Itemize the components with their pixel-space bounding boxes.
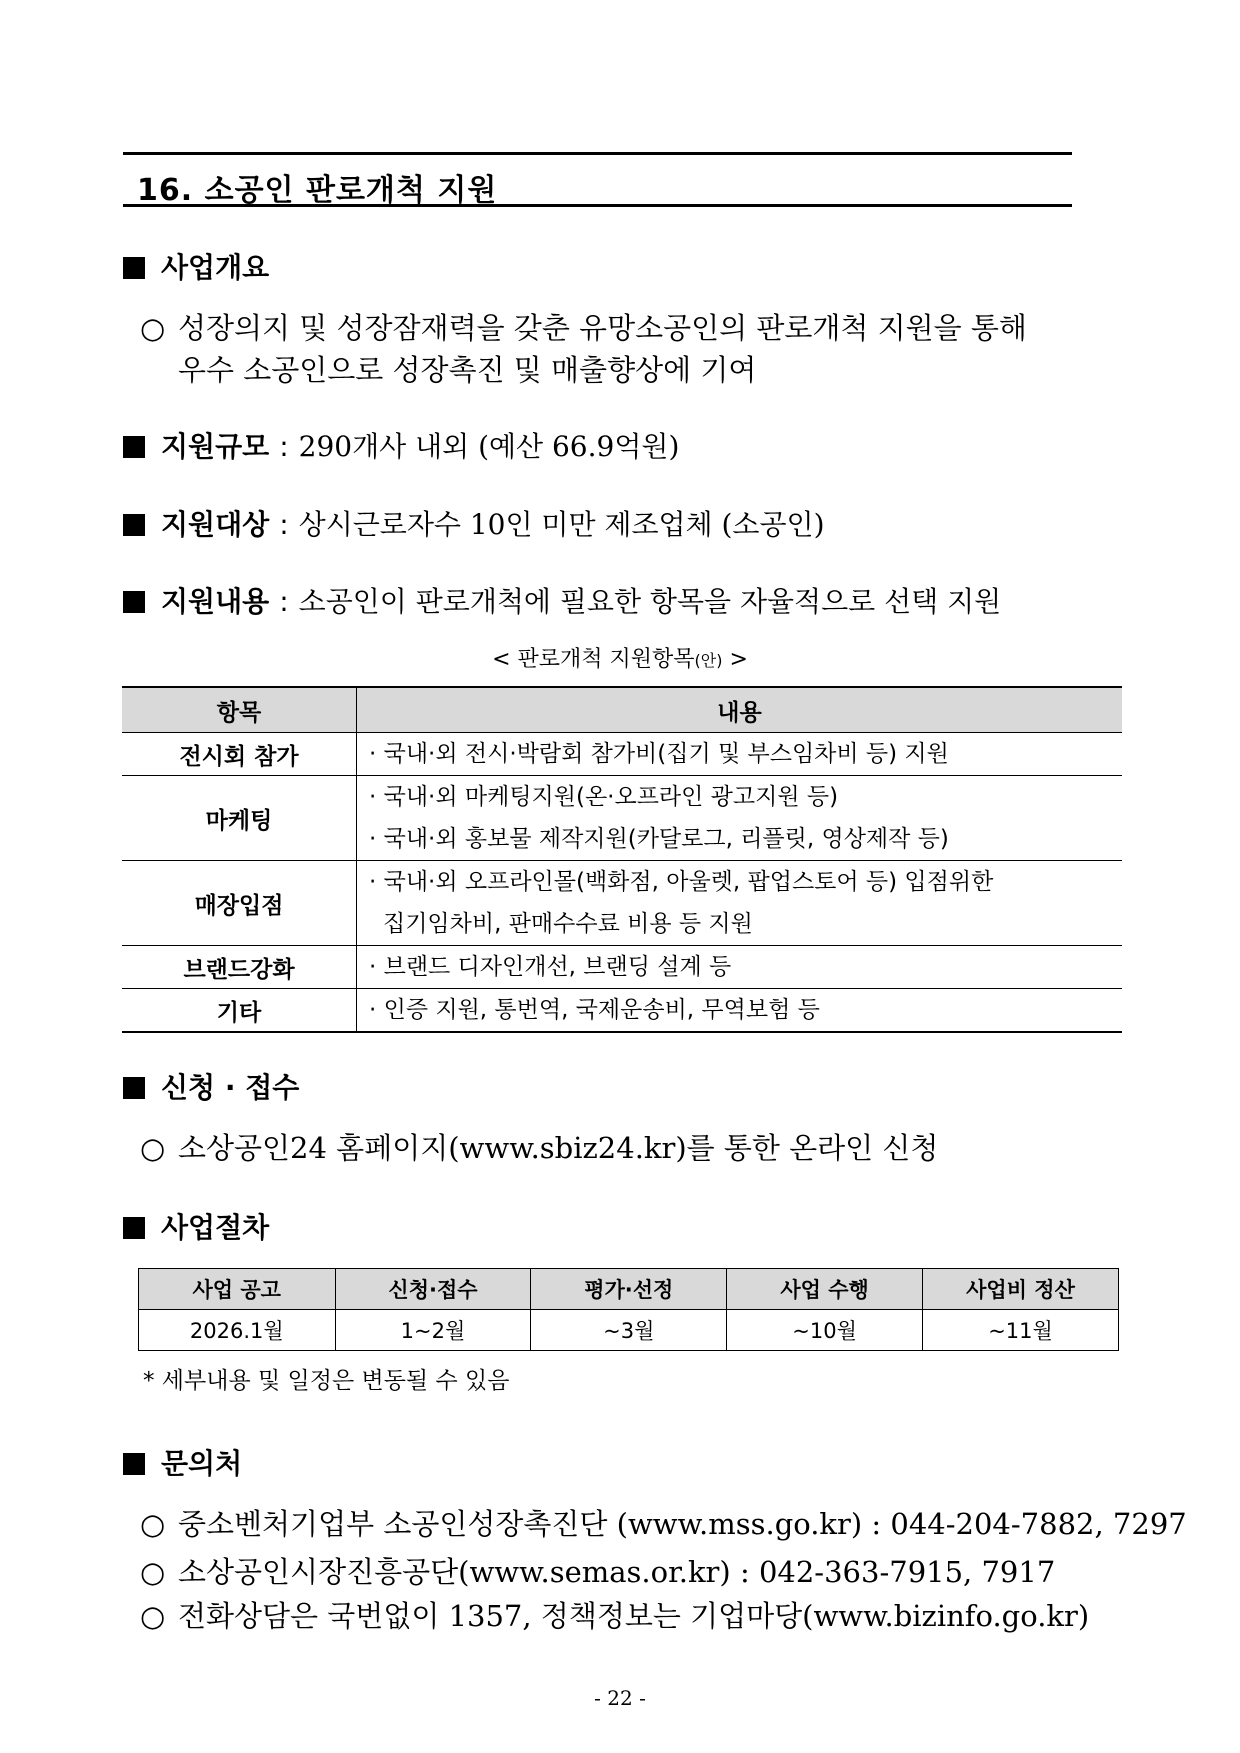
procedure-step: 사업비 정산 — [923, 1269, 1119, 1310]
overview-line-1: ○ 성장의지 및 성장잠재력을 갖춘 유망소공인의 판로개척 지원을 통해 — [140, 311, 1027, 345]
row-category: 기타 — [122, 989, 357, 1033]
scale-row: 지원규모 : 290개사 내외 (예산 66.9억원) — [123, 425, 679, 465]
header-category: 항목 — [122, 687, 357, 733]
procedure-heading: 사업절차 — [123, 1206, 269, 1246]
content-label: 지원내용 — [161, 585, 270, 618]
row-category: 매장입점 — [122, 861, 357, 946]
procedure-step: 평가·선정 — [531, 1269, 727, 1310]
table-header-row — [122, 687, 1122, 733]
section-title: 16. 소공인 판로개척 지원 — [137, 173, 498, 208]
target-row: 지원대상 : 상시근로자수 10인 미만 제조업체 (소공인) — [123, 503, 825, 543]
table-caption: < 판로개척 지원항목(안) > — [492, 647, 748, 672]
circle-bullet-icon: ○ — [140, 1507, 166, 1541]
circle-bullet-icon: ○ — [140, 1131, 166, 1165]
overview-heading: 사업개요 — [123, 246, 269, 286]
row-item: · 국내·외 오프라인몰(백화점, 아울렛, 팝업스토어 등) 입점위한 — [369, 869, 994, 895]
procedure-steps-row — [139, 1269, 1119, 1310]
row-category: 전시회 참가 — [122, 733, 357, 776]
content-row: 지원내용 : 소공인이 판로개척에 필요한 항목을 자율적으로 선택 지원 — [123, 580, 1001, 620]
procedure-step: 사업 수행 — [727, 1269, 923, 1310]
row-item: · 국내·외 마케팅지원(온·오프라인 광고지원 등) — [369, 784, 839, 810]
table-row — [122, 946, 1122, 989]
overview-line-2: 우수 소공인으로 성장촉진 및 매출향상에 기여 — [178, 353, 757, 387]
row-category: 브랜드강화 — [122, 946, 357, 989]
contact-line-2: ○ 소상공인시장진흥공단(www.semas.or.kr) : 042-363-7915, 7917 — [140, 1555, 1056, 1589]
row-item: 집기임차비, 판매수수료 비용 등 지원 — [383, 911, 753, 937]
row-item: · 인증 지원, 통번역, 국제운송비, 무역보험 등 — [369, 997, 820, 1023]
scale-label: 지원규모 — [161, 430, 270, 463]
page-number: - 22 - — [594, 1686, 646, 1710]
row-item: · 브랜드 디자인개선, 브랜딩 설계 등 — [369, 954, 732, 980]
square-bullet-icon — [123, 1453, 145, 1475]
contact-heading: 문의처 — [123, 1442, 242, 1482]
procedure-date: ~10월 — [727, 1310, 923, 1351]
procedure-date: ~3월 — [531, 1310, 727, 1351]
procedure-step: 사업 공고 — [139, 1269, 336, 1310]
scale-value: 290개사 내외 (예산 66.9억원) — [298, 430, 680, 463]
procedure-table — [138, 1268, 1119, 1351]
content-value: 소공인이 판로개척에 필요한 항목을 자율적으로 선택 지원 — [298, 585, 1002, 618]
apply-line: ○ 소상공인24 홈페이지(www.sbiz24.kr)를 통한 온라인 신청 — [140, 1131, 939, 1165]
support-items-table — [122, 686, 1122, 1033]
circle-bullet-icon: ○ — [140, 1555, 166, 1589]
square-bullet-icon — [123, 514, 145, 536]
square-bullet-icon — [123, 1217, 145, 1239]
row-item: · 국내·외 홍보물 제작지원(카달로그, 리플릿, 영상제작 등) — [369, 826, 949, 852]
procedure-dates-row — [139, 1310, 1119, 1351]
row-item: · 국내·외 전시·박람회 참가비(집기 및 부스임차비 등) 지원 — [369, 741, 949, 767]
procedure-date: 2026.1월 — [139, 1310, 336, 1351]
target-label: 지원대상 — [161, 508, 270, 541]
contact-line-1: ○ 중소벤처기업부 소공인성장촉진단 (www.mss.go.kr) : 044-204-7882, 7297 — [140, 1507, 1187, 1541]
target-value: 상시근로자수 10인 미만 제조업체 (소공인) — [298, 508, 825, 541]
section-title-box — [123, 152, 1072, 207]
procedure-date: ~11월 — [923, 1310, 1119, 1351]
square-bullet-icon — [123, 257, 145, 279]
procedure-note: * 세부내용 및 일정은 변동될 수 있음 — [143, 1368, 510, 1394]
apply-heading: 신청 · 접수 — [123, 1066, 299, 1106]
table-row — [122, 989, 1122, 1033]
procedure-date: 1~2월 — [335, 1310, 531, 1351]
header-content: 내용 — [357, 687, 1123, 733]
square-bullet-icon — [123, 591, 145, 613]
procedure-step: 신청·접수 — [335, 1269, 531, 1310]
square-bullet-icon — [123, 436, 145, 458]
table-row — [122, 733, 1122, 776]
table-row — [122, 776, 1122, 861]
square-bullet-icon — [123, 1077, 145, 1099]
contact-line-3: ○ 전화상담은 국번없이 1357, 정책정보는 기업마당(www.bizinfo.go.kr) — [140, 1599, 1090, 1633]
row-category: 마케팅 — [122, 776, 357, 861]
circle-bullet-icon: ○ — [140, 311, 166, 345]
table-row — [122, 861, 1122, 946]
circle-bullet-icon: ○ — [140, 1599, 166, 1633]
